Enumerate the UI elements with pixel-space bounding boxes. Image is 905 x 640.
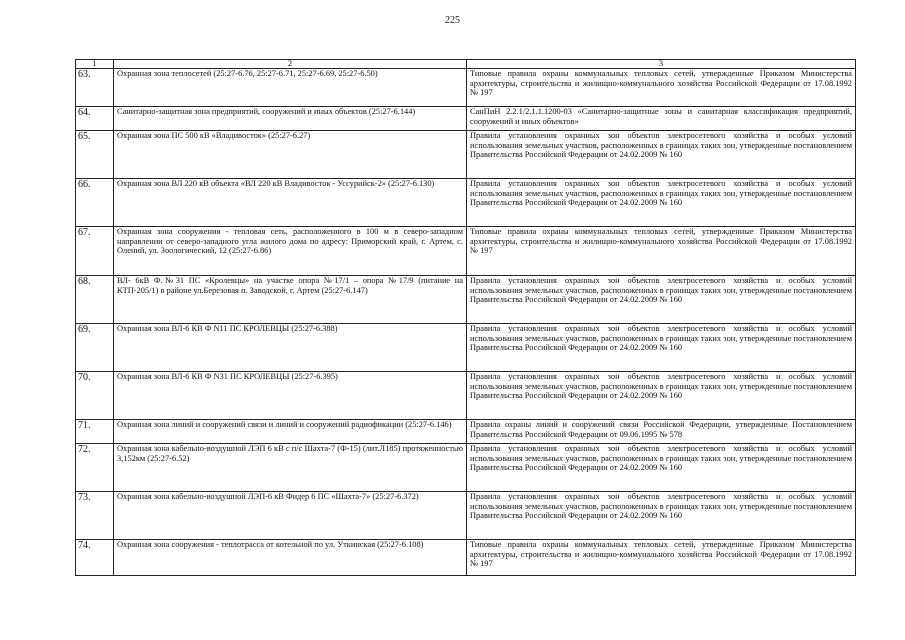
regulation-document: Правила охраны линий и сооружений связи Российской Федерации, утвержденные Постановлением Правительства Российской Федерации от 09.06.1995 № 578 — [467, 420, 856, 444]
row-number: 69. — [76, 324, 114, 372]
table-row — [76, 540, 856, 576]
row-number: 65. — [76, 131, 114, 179]
row-number: 68. — [76, 276, 114, 324]
regulation-document: Правила установления охранных зон объектов электросетевого хозяйства и особых условий использования земельных участков, расположенных в границах таких зон, утвержденные постановлением Правительства Российской Федерации от 24.02.2009 № 160 — [467, 324, 856, 372]
column-header: 2 — [114, 60, 467, 69]
zone-name: Охранная зона ВЛ-6 КВ Ф N31 ПС КРОЛЕВЦЫ (25:27-6.395) — [114, 372, 467, 420]
zone-name: ВЛ- 6кВ Ф.№31 ПС «Кролевцы» на участке опора №17/1 – опора №17/9 (питание на КТП-205/1) в районе ул.Березовая п. Заводской, г. Артем (25:27-6.147) — [114, 276, 467, 324]
zone-name: Санитарно-защитная зона предприятий, сооружений и иных объектов (25:27-6.144) — [114, 107, 467, 131]
zone-name: Охранная зона кабельно-воздушной ЛЭП 6 кВ с п/с Шахта-7 (Ф-15) (лит.Л185) протяженностью 3,152км (25:27-6.52) — [114, 444, 467, 492]
page-number: 225 — [445, 15, 460, 26]
table-row — [76, 107, 856, 131]
regulation-document: Правила установления охранных зон объектов электросетевого хозяйства и особых условий использования земельных участков, расположенных в границах таких зон, утвержденные постановлением Правительства Российской Федерации от 24.02.2009 № 160 — [467, 372, 856, 420]
column-header: 1 — [76, 60, 114, 69]
table-row — [76, 69, 856, 107]
zone-name: Охранная зона сооружения - теплотрасса от котельной по ул. Уткинская (25:27-6.108) — [114, 540, 467, 576]
zone-name: Охранная зона сооружения - тепловая сеть, расположенного в 100 м в северо-западном направлении от северо-западного угла жилого дома по адресу: Приморский край, г. Артем, с. Олений, ул. Зоологический, 12 (25:27-6.86) — [114, 227, 467, 276]
row-number: 66. — [76, 179, 114, 227]
regulation-document: Типовые правила охраны коммунальных тепловых сетей, утвержденные Приказом Министерства архитектуры, строительства и жилищно-коммунального хозяйства Российской Федерации от 17.08.1992 № 197 — [467, 69, 856, 107]
table-row — [76, 276, 856, 324]
zone-name: Охранная зона ПС 500 кВ «Владивосток» (25:27-6.27) — [114, 131, 467, 179]
table-row — [76, 227, 856, 276]
row-number: 64. — [76, 107, 114, 131]
regulation-document: СанПиН 2.2.1/2.1.1.1200-03 «Санитарно-защитные зоны и санитарная классификация предприятий, сооружений и иных объектов» — [467, 107, 856, 131]
table-row — [76, 420, 856, 444]
regulation-document: Правила установления охранных зон объектов электросетевого хозяйства и особых условий использования земельных участков, расположенных в границах таких зон, утвержденные постановлением Правительства Российской Федерации от 24.02.2009 № 160 — [467, 131, 856, 179]
regulation-document: Правила установления охранных зон объектов электросетевого хозяйства и особых условий использования земельных участков, расположенных в границах таких зон, утвержденные постановлением Правительства Российской Федерации от 24.02.2009 № 160 — [467, 444, 856, 492]
table-row — [76, 131, 856, 179]
regulation-document: Правила установления охранных зон объектов электросетевого хозяйства и особых условий использования земельных участков, расположенных в границах таких зон, утвержденные постановлением Правительства Российской Федерации от 24.02.2009 № 160 — [467, 179, 856, 227]
row-number: 63. — [76, 69, 114, 107]
table-row — [76, 324, 856, 372]
row-number: 72. — [76, 444, 114, 492]
table-row — [76, 492, 856, 540]
regulation-document: Типовые правила охраны коммунальных тепловых сетей, утвержденные Приказом Министерства архитектуры, строительства и жилищно-коммунального хозяйства Российской Федерации от 17.08.1992 № 197 — [467, 540, 856, 576]
regulation-document: Правила установления охранных зон объектов электросетевого хозяйства и особых условий использования земельных участков, расположенных в границах таких зон, утвержденные постановлением Правительства Российской Федерации от 24.02.2009 № 160 — [467, 492, 856, 540]
row-number: 70. — [76, 372, 114, 420]
table-header-row — [76, 60, 856, 69]
row-number: 74. — [76, 540, 114, 576]
zone-name: Охранная зона ВЛ-6 КВ Ф N11 ПС КРОЛЕВЦЫ (25:27-6.388) — [114, 324, 467, 372]
row-number: 71. — [76, 420, 114, 444]
zone-name: Охранная зона теплосетей (25:27-6.76, 25:27-6.71, 25:27-6.69, 25:27-6.50) — [114, 69, 467, 107]
table-row — [76, 179, 856, 227]
regulation-document: Типовые правила охраны коммунальных тепловых сетей, утвержденные Приказом Министерства архитектуры, строительства и жилищно-коммунального хозяйства Российской Федерации от 17.08.1992 № 197 — [467, 227, 856, 276]
zone-name: Охранная зона кабельно-воздушной ЛЭП-6 кВ Фидер 6 ПС «Шахта-7» (25:27-6.372) — [114, 492, 467, 540]
row-number: 67. — [76, 227, 114, 276]
table-row — [76, 444, 856, 492]
table-row — [76, 372, 856, 420]
regulation-document: Правила установления охранных зон объектов электросетевого хозяйства и особых условий использования земельных участков, расположенных в границах таких зон, утвержденные постановлением Правительства Российской Федерации от 24.02.2009 № 160 — [467, 276, 856, 324]
row-number: 73. — [76, 492, 114, 540]
zone-name: Охранная зона линий и сооружений связи и линий и сооружений радиофикации (25:27-6.146) — [114, 420, 467, 444]
zone-name: Охранная зона ВЛ 220 кВ объекта «ВЛ 220 кВ Владивосток - Уссурийск-2» (25:27-6.130) — [114, 179, 467, 227]
column-header: 3 — [467, 60, 856, 69]
zones-table — [75, 59, 856, 576]
